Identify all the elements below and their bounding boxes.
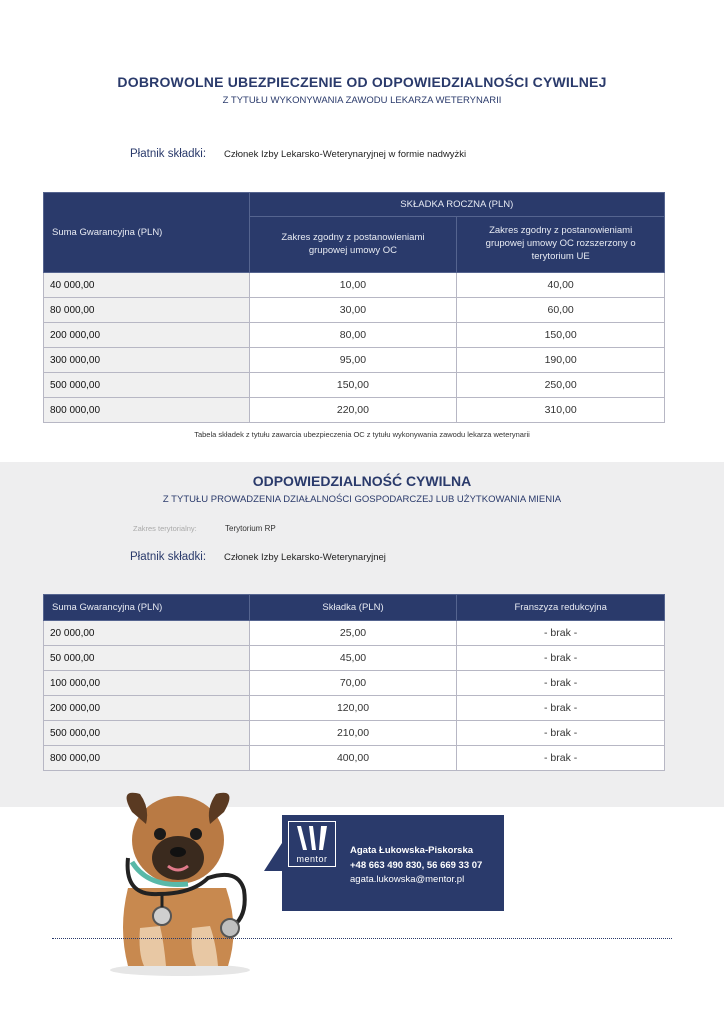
puppy-with-stethoscope-icon <box>88 778 268 978</box>
col-header-fee: Składka (PLN) <box>249 595 457 621</box>
table-row <box>44 646 665 671</box>
col-header-scope-eu: Zakres zgodny z postanowieniami grupowej umowy OC rozszerzony o terytorium UE <box>457 217 665 273</box>
row-premium-eu: 40,00 <box>457 273 665 298</box>
row-premium-eu: 150,00 <box>457 323 665 348</box>
row-premium-basic: 30,00 <box>249 298 457 323</box>
row-sum: 50 000,00 <box>44 646 250 671</box>
table-row <box>44 398 665 423</box>
payer-value: Członek Izby Lekarsko-Weterynaryjnej <box>224 552 386 563</box>
row-fee: 210,00 <box>249 721 457 746</box>
row-premium-basic: 150,00 <box>249 373 457 398</box>
row-sum: 80 000,00 <box>44 298 250 323</box>
table-row <box>44 746 665 771</box>
territory-label: Zakres terytorialny: <box>133 524 197 533</box>
row-sum: 800 000,00 <box>44 398 250 423</box>
table-row <box>44 671 665 696</box>
col-header-scope-basic: Zakres zgodny z postanowieniami grupowej umowy OC <box>249 217 457 273</box>
row-premium-eu: 190,00 <box>457 348 665 373</box>
contact-card-pointer <box>264 843 282 871</box>
table-row <box>44 323 665 348</box>
mentor-logo-mark-icon <box>289 822 335 852</box>
dotted-divider <box>52 938 672 939</box>
row-franchise: - brak - <box>457 721 665 746</box>
row-fee: 25,00 <box>249 621 457 646</box>
row-sum: 200 000,00 <box>44 323 250 348</box>
row-sum: 40 000,00 <box>44 273 250 298</box>
row-sum: 800 000,00 <box>44 746 250 771</box>
row-premium-eu: 310,00 <box>457 398 665 423</box>
payer-label: Płatnik składki: <box>130 148 207 160</box>
row-sum: 200 000,00 <box>44 696 250 721</box>
row-sum: 500 000,00 <box>44 721 250 746</box>
row-fee: 120,00 <box>249 696 457 721</box>
contact-email-link[interactable]: agata.lukowska@mentor.pl <box>350 874 465 885</box>
section2-title: ODPOWIEDZIALNOŚĆ CYWILNA <box>252 473 472 489</box>
row-premium-basic: 220,00 <box>249 398 457 423</box>
row-franchise: - brak - <box>457 671 665 696</box>
row-franchise: - brak - <box>457 646 665 671</box>
col-header-sum: Suma Gwarancyjna (PLN) <box>44 595 250 621</box>
row-premium-basic: 10,00 <box>249 273 457 298</box>
row-premium-eu: 60,00 <box>457 298 665 323</box>
section1-title: DOBROWOLNE UBEZPIECZENIE OD ODPOWIEDZIALNOŚCI CYWILNEJ <box>117 74 607 90</box>
col-header-sum: Suma Gwarancyjna (PLN) <box>44 193 250 273</box>
payer-label: Płatnik składki: <box>130 551 207 563</box>
row-sum: 300 000,00 <box>44 348 250 373</box>
liability-table <box>43 594 665 771</box>
row-franchise: - brak - <box>457 696 665 721</box>
row-premium-eu: 250,00 <box>457 373 665 398</box>
territory-value: Terytorium RP <box>225 524 276 533</box>
payer-value: Członek Izby Lekarsko-Weterynaryjnej w formie nadwyżki <box>224 149 467 160</box>
territory-row <box>133 524 276 533</box>
row-premium-basic: 95,00 <box>249 348 457 373</box>
section1-subtitle: Z TYTUŁU WYKONYWANIA ZAWODU LEKARZA WETERYNARII <box>222 95 502 106</box>
mentor-logo-text: mentor <box>296 854 328 864</box>
section2-payer-row <box>130 551 386 563</box>
section1-payer-row <box>130 148 466 160</box>
contact-name: Agata Łukowska-Piskorska <box>350 845 474 856</box>
section2-subtitle: Z TYTUŁU PROWADZENIA DZIAŁALNOŚCI GOSPODARCZEJ LUB UŻYTKOWANIA MIENIA <box>162 494 562 505</box>
col-header-annual-premium: SKŁADKA ROCZNA (PLN) <box>249 193 664 217</box>
row-sum: 500 000,00 <box>44 373 250 398</box>
col-header-franchise: Franszyza redukcyjna <box>457 595 665 621</box>
row-fee: 70,00 <box>249 671 457 696</box>
row-fee: 45,00 <box>249 646 457 671</box>
row-sum: 20 000,00 <box>44 621 250 646</box>
premium-table <box>43 192 665 423</box>
contact-phone: +48 663 490 830, 56 669 33 07 <box>350 860 483 871</box>
table-row <box>44 298 665 323</box>
table-caption: Tabela składek z tytułu zawarcia ubezpieczenia OC z tytułu wykonywania zawodu lekarza weterynarii <box>194 430 530 439</box>
row-franchise: - brak - <box>457 621 665 646</box>
table-row <box>44 721 665 746</box>
table-row <box>44 273 665 298</box>
row-premium-basic: 80,00 <box>249 323 457 348</box>
row-sum: 100 000,00 <box>44 671 250 696</box>
table-row <box>44 348 665 373</box>
row-franchise: - brak - <box>457 746 665 771</box>
table-row <box>44 696 665 721</box>
table-row <box>44 621 665 646</box>
table-row <box>44 373 665 398</box>
row-fee: 400,00 <box>249 746 457 771</box>
